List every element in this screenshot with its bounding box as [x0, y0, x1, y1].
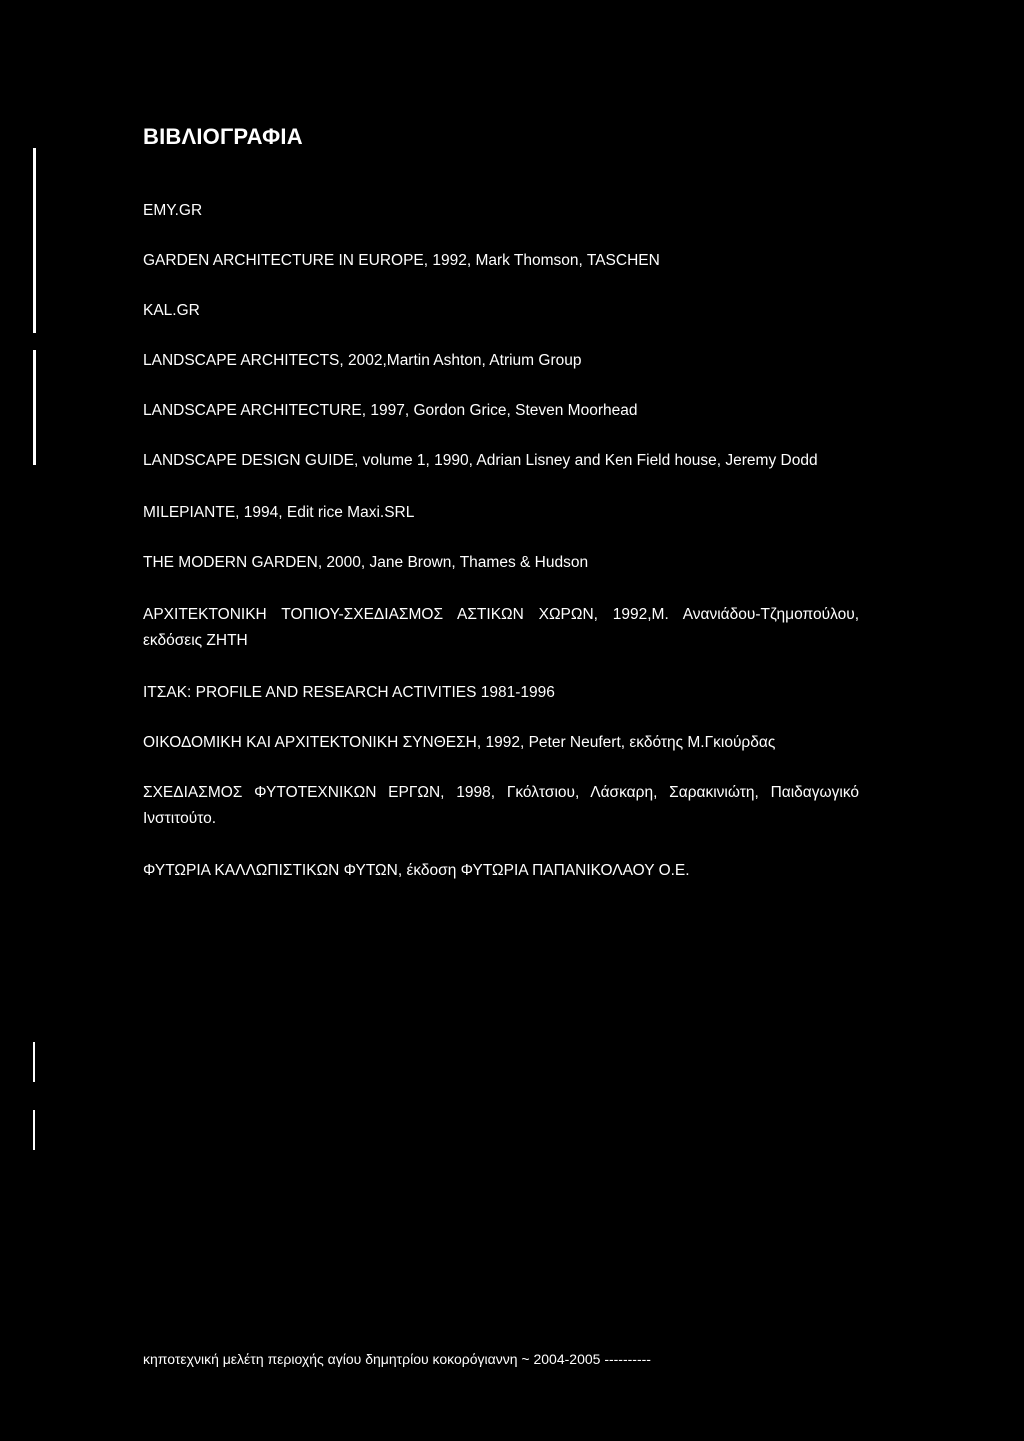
bibliography-entry: ΟΙΚΟΔΟΜΙΚΗ ΚΑΙ ΑΡΧΙΤΕΚΤΟΝΙΚΗ ΣΥΝΘΕΣΗ, 1992, Peter Neufert, εκδότης Μ.Γκιούρδας — [143, 734, 776, 751]
bibliography-entry: ΑΡΧΙΤΕΚΤΟΝΙΚΗ ΤΟΠΙΟΥ-ΣΧΕΔΙΑΣΜΟΣ ΑΣΤΙΚΩΝ ΧΩΡΩΝ, 1992,Μ. Ανανιάδου-Τζημοπούλου, εκδόσεις ΖΗΤΗ — [143, 606, 859, 649]
bibliography-entry: GARDEN ARCHITECTURE IN EUROPE, 1992, Mark Thomson, TASCHEN — [143, 252, 660, 269]
bibliography-entry: ΙΤΣΑΚ: PROFILE AND RESEARCH ACTIVITIES 1981-1996 — [143, 684, 555, 701]
scan-edge-mark — [33, 1110, 35, 1150]
bibliography-entry: ΣΧΕΔΙΑΣΜΟΣ ΦΥΤΟΤΕΧΝΙΚΩΝ ΕΡΓΩΝ, 1998, Γκόλτσιου, Λάσκαρη, Σαρακινιώτη, Παιδαγωγικό Ινστιτούτο. — [143, 784, 859, 827]
bibliography-entry: MILEPIANTE, 1994, Edit rice Maxi.SRL — [143, 504, 415, 521]
bibliography-entry: ΕΜΥ.GR — [143, 202, 203, 219]
scan-edge-mark — [33, 350, 36, 465]
bibliography-entry: THE MODERN GARDEN, 2000, Jane Brown, Thames & Hudson — [143, 554, 589, 571]
page-footer: κηποτεχνική μελέτη περιοχής αγίου δημητρίου κοκορόγιαννη ~ 2004-2005 ---------- — [143, 1351, 651, 1367]
bibliography-entry: KAL.GR — [143, 302, 200, 319]
bibliography-entry: ΦΥΤΩΡΙΑ ΚΑΛΛΩΠΙΣΤΙΚΩΝ ΦΥΤΩΝ, έκδοση ΦΥΤΩΡΙΑ ΠΑΠΑΝΙΚΟΛΑΟΥ Ο.Ε. — [143, 862, 690, 879]
bibliography-entry: LANDSCAPE ARCHITECTS, 2002,Martin Ashton, Atrium Group — [143, 352, 582, 369]
bibliography-entry: LANDSCAPE ARCHITECTURE, 1997, Gordon Grice, Steven Moorhead — [143, 402, 638, 419]
bibliography-list — [143, 198, 859, 884]
scan-edge-mark — [33, 148, 36, 333]
bibliography-entry: LANDSCAPE DESIGN GUIDE, volume 1, 1990, Adrian Lisney and Ken Field house, Jeremy Dodd — [143, 452, 818, 469]
page-title: ΒΙΒΛΙΟΓΡΑΦΙΑ — [143, 124, 303, 149]
scan-edge-mark — [33, 1042, 35, 1082]
